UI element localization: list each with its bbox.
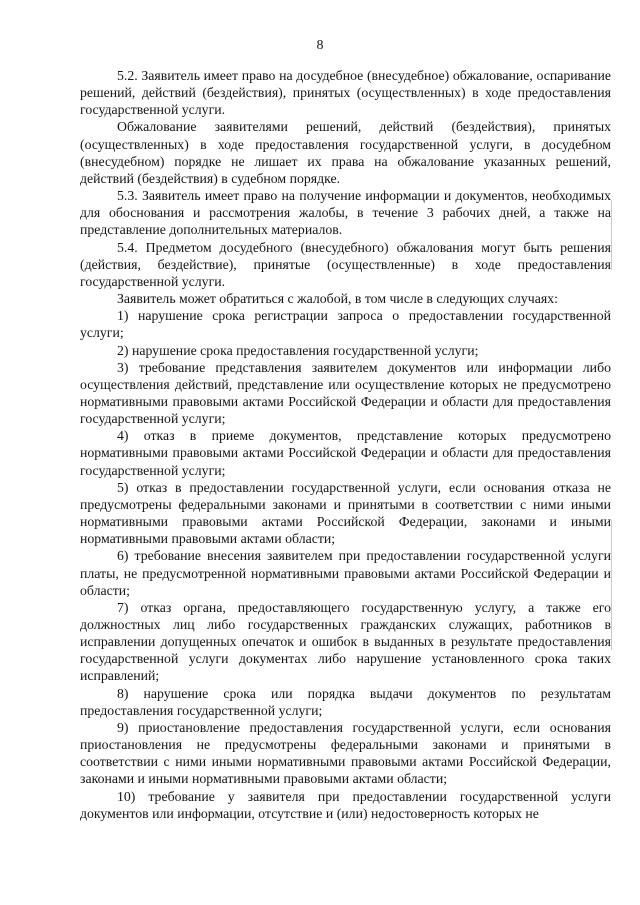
list-item-10: 10) требование у заявителя при предоставлении государственной услуги документов или информации, отсутствие и (или) недостоверность которых не bbox=[80, 788, 611, 821]
paragraph-complaint-cases: Заявитель может обратиться с жалобой, в том числе в следующих случаях: bbox=[117, 291, 558, 307]
scan-edge-mark bbox=[611, 200, 612, 270]
paragraph-5-2: 5.2. Заявитель имеет право на досудебное (внесудебное) обжалование, оспаривание решений, действий (бездействия), принятых (осуществленных) в ходе предоставления государственной услуги. bbox=[80, 68, 611, 118]
scan-edge-mark bbox=[611, 520, 612, 650]
page-number: 8 bbox=[316, 38, 324, 53]
paragraph-5-3: 5.3. Заявитель имеет право на получение информации и документов, необходимых для обоснования и рассмотрения жалобы, в течение 3 рабочих дней, а также на представление дополнительных материалов. bbox=[80, 188, 611, 238]
list-item-7: 7) отказ органа, предоставляющего государственную услугу, а также его должностных лиц либо государственных гражданских служащих, работников в исправлении допущенных опечаток и ошибок в выданных в результате предоставления государственной услуги документах либо нарушение установленного срока таких исправлений; bbox=[80, 599, 611, 684]
list-item-8: 8) нарушение срока или порядка выдачи документов по результатам предоставления государственной услуги; bbox=[80, 685, 611, 718]
document-body bbox=[80, 67, 611, 822]
list-item-9: 9) приостановление предоставления государственной услуги, если основания приостановления не предусмотрены федеральными законами и принятыми в соответствии с ними иными нормативными правовыми актами Российской Федерации, законами и иными нормативными правовыми актами области; bbox=[80, 719, 611, 787]
paragraph-appeal-rights: Обжалование заявителями решений, действий (бездействия), принятых (осуществленных) в ходе предоставления государственной услуги, в досудебном (внесудебном) порядке не лишает их права на обжалование указанных решений, действий (бездействия) в судебном порядке. bbox=[80, 119, 611, 186]
list-item-5: 5) отказ в предоставлении государственной услуги, если основания отказа не предусмотрены федеральными законами и принятыми в соответствии с ними иными нормативными правовыми актами Российской Федерации, законами и иными нормативными правовыми актами области; bbox=[80, 479, 611, 547]
list-item-3: 3) требование представления заявителем документов или информации либо осуществления действий, представление или осуществление которых не предусмотрено нормативными правовыми актами Российской Федерации и области для предоставления государственной услуги; bbox=[80, 359, 611, 427]
list-item-4: 4) отказ в приеме документов, представление которых предусмотрено нормативными правовыми актами Российской Федерации и области для предоставления государственной услуги; bbox=[80, 428, 611, 478]
list-item-1: 1) нарушение срока регистрации запроса о предоставлении государственной услуги; bbox=[80, 308, 611, 341]
list-item-2: 2) нарушение срока предоставления государственной услуги; bbox=[117, 342, 479, 358]
paragraph-5-4: 5.4. Предметом досудебного (внесудебного) обжалования могут быть решения (действия, бездействие), принятые (осуществленные) в ходе предоставления государственной услуги. bbox=[80, 239, 611, 289]
list-item-6: 6) требование внесения заявителем при предоставлении государственной услуги платы, не предусмотренной нормативными правовыми актами Российской Федерации и области; bbox=[80, 548, 611, 598]
